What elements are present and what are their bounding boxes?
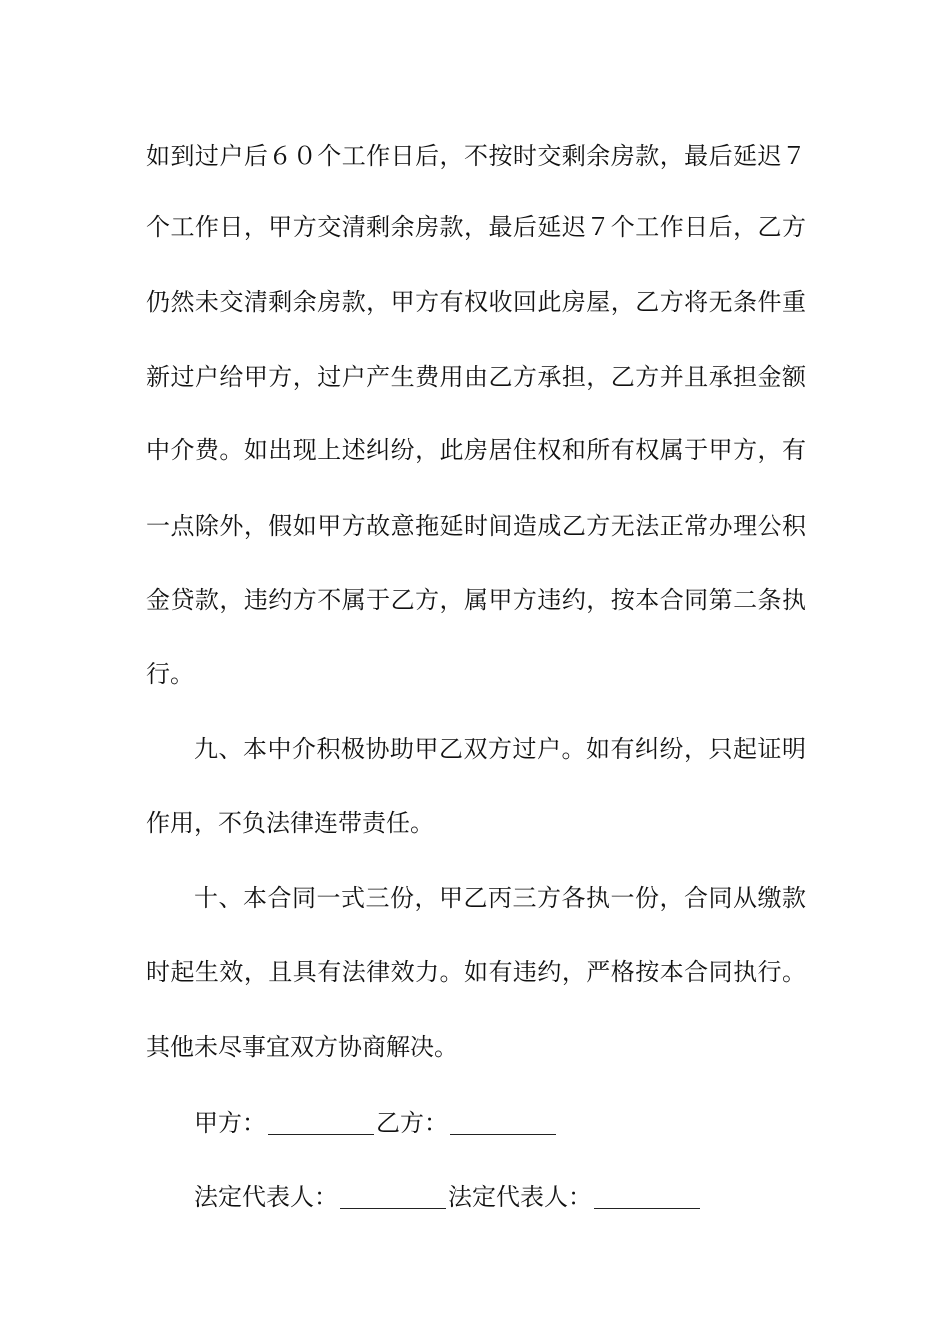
- party-b-label: 乙方：: [376, 1109, 448, 1137]
- rep-b-signature-field[interactable]: [594, 1184, 700, 1209]
- clause-9-line: 作用，不负法律连带责任。: [146, 809, 434, 837]
- paragraph-line: 一点除外，假如甲方故意拖延时间造成乙方无法正常办理公积: [146, 512, 806, 540]
- party-b-signature-field[interactable]: [450, 1110, 556, 1135]
- clause-10-line: 十、本合同一式三份，甲乙丙三方各执一份，合同从缴款: [194, 884, 806, 912]
- paragraph-line: 仍然未交清剩余房款，甲方有权收回此房屋，乙方将无条件重: [146, 288, 806, 316]
- paragraph-line: 金贷款，违约方不属于乙方，属甲方违约，按本合同第二条执: [146, 586, 806, 614]
- party-a-label: 甲方：: [194, 1109, 266, 1137]
- party-a-signature-field[interactable]: [268, 1110, 374, 1135]
- paragraph-line: 如到过户后６０个工作日后，不按时交剩余房款，最后延迟７: [146, 142, 806, 170]
- rep-a-signature-field[interactable]: [340, 1184, 446, 1209]
- clause-10-line: 其他未尽事宜双方协商解决。: [146, 1033, 458, 1061]
- representative-signature-line: [194, 1179, 702, 1215]
- rep-b-label: 法定代表人：: [448, 1183, 592, 1211]
- rep-a-label: 法定代表人：: [194, 1183, 338, 1211]
- clause-10-line: 时起生效，且具有法律效力。如有违约，严格按本合同执行。: [146, 958, 806, 986]
- party-signature-line: [194, 1105, 558, 1141]
- paragraph-line: 中介费。如出现上述纠纷，此房居住权和所有权属于甲方，有: [146, 436, 806, 464]
- paragraph-line: 新过户给甲方，过户产生费用由乙方承担，乙方并且承担金额: [146, 363, 806, 391]
- paragraph-line: 行。: [146, 660, 194, 688]
- clause-9-line: 九、本中介积极协助甲乙双方过户。如有纠纷，只起证明: [194, 735, 806, 763]
- paragraph-line: 个工作日，甲方交清剩余房款，最后延迟７个工作日后，乙方: [146, 213, 806, 241]
